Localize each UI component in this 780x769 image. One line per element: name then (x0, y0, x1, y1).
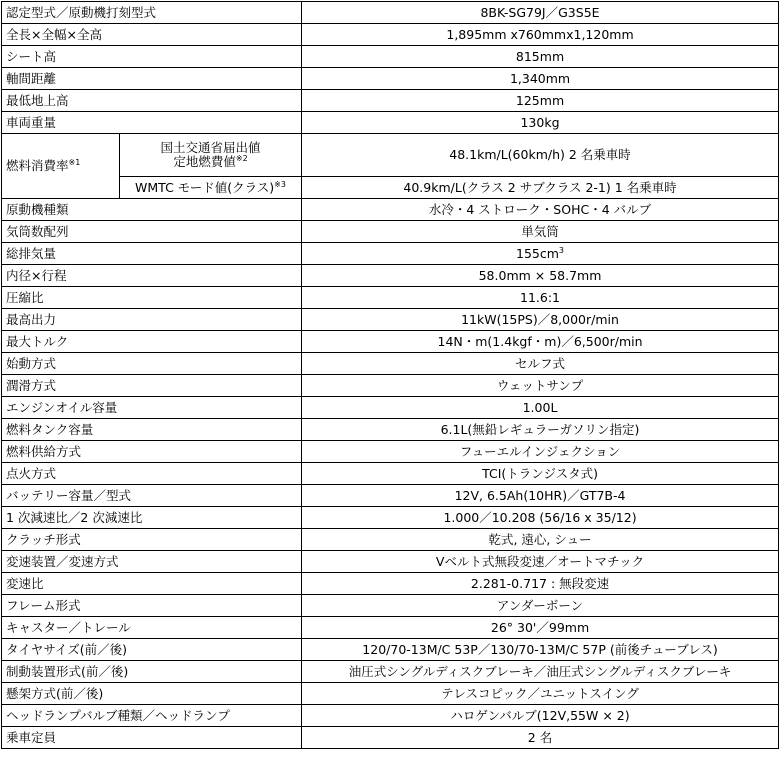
row-value: 2.281-0.717 : 無段変速 (302, 573, 779, 595)
table-row (2, 243, 779, 265)
row-label: 軸間距離 (2, 68, 302, 90)
table-row (2, 24, 779, 46)
table-row (2, 639, 779, 661)
row-value: 8BK-SG79J／G3S5E (302, 2, 779, 24)
table-row (2, 551, 779, 573)
row-label: 圧縮比 (2, 287, 302, 309)
row-label: タイヤサイズ(前／後) (2, 639, 302, 661)
row-label: 車両重量 (2, 112, 302, 134)
row-value: $155cm^3$ (302, 243, 779, 265)
row-label: 総排気量 (2, 243, 302, 265)
row-label: 始動方式 (2, 353, 302, 375)
row-label: バッテリー容量／型式 (2, 485, 302, 507)
row-label: 変速比 (2, 573, 302, 595)
table-row (2, 485, 779, 507)
row-value: 130kg (302, 112, 779, 134)
row-label: 内径×行程 (2, 265, 302, 287)
table-row (2, 595, 779, 617)
row-value: TCI(トランジスタ式) (302, 463, 779, 485)
table-row (2, 2, 779, 24)
row-value: アンダーボーン (302, 595, 779, 617)
row-label: 原動機種類 (2, 199, 302, 221)
row-label: シート高 (2, 46, 302, 68)
row-label: 認定型式／原動機打刻型式 (2, 2, 302, 24)
row-value: 11.6:1 (302, 287, 779, 309)
table-row (2, 309, 779, 331)
row-label: 燃料消費率$^{※1}$ (2, 134, 120, 199)
table-row (2, 705, 779, 727)
row-label: 燃料供給方式 (2, 441, 302, 463)
table-row (2, 397, 779, 419)
table-row (2, 221, 779, 243)
row-value: 1,340mm (302, 68, 779, 90)
row-label: 点火方式 (2, 463, 302, 485)
row-value: 1,895mm x760mmx1,120mm (302, 24, 779, 46)
table-row (2, 661, 779, 683)
row-value: 40.9km/L(クラス 2 サブクラス 2-1) 1 名乗車時 (302, 177, 779, 199)
fuel-consumption-group (2, 134, 779, 199)
table-row (2, 727, 779, 749)
row-value: 26° 30'／99mm (302, 617, 779, 639)
row-value: 48.1km/L(60km/h) 2 名乗車時 (302, 134, 779, 177)
row-label: フレーム形式 (2, 595, 302, 617)
row-value: フューエルインジェクション (302, 441, 779, 463)
table-row (2, 441, 779, 463)
row-label: クラッチ形式 (2, 529, 302, 551)
row-value: 11kW(15PS)／8,000r/min (302, 309, 779, 331)
row-label: 変速装置／変速方式 (2, 551, 302, 573)
table-row (2, 353, 779, 375)
table-row (2, 134, 779, 177)
table-row (2, 199, 779, 221)
row-value: 815mm (302, 46, 779, 68)
table-row (2, 683, 779, 705)
spec-table (1, 1, 779, 749)
row-label: ヘッドランプバルブ種類／ヘッドランプ (2, 705, 302, 727)
row-value: 58.0mm × 58.7mm (302, 265, 779, 287)
row-label: 全長×全幅×全高 (2, 24, 302, 46)
row-value: 14N・m(1.4kgf・m)／6,500r/min (302, 331, 779, 353)
table-row (2, 331, 779, 353)
row-value: 油圧式シングルディスクブレーキ／油圧式シングルディスクブレーキ (302, 661, 779, 683)
row-label: 気筒数配列 (2, 221, 302, 243)
sub-label: 国土交通省届出値 定地燃費値$^{※2}$ (120, 134, 302, 177)
table-row (2, 529, 779, 551)
row-label: 乗車定員 (2, 727, 302, 749)
row-value: 125mm (302, 90, 779, 112)
row-label: 潤滑方式 (2, 375, 302, 397)
row-value: 1.00L (302, 397, 779, 419)
row-value: 12V, 6.5Ah(10HR)／GT7B-4 (302, 485, 779, 507)
table-row (2, 507, 779, 529)
row-label: 懸架方式(前／後) (2, 683, 302, 705)
row-value: 2 名 (302, 727, 779, 749)
table-row (2, 90, 779, 112)
row-value: 120/70-13M/C 53P／130/70-13M/C 57P (前後チューブレス) (302, 639, 779, 661)
row-label: 最低地上高 (2, 90, 302, 112)
row-value: テレスコピック／ユニットスイング (302, 683, 779, 705)
row-label: 燃料タンク容量 (2, 419, 302, 441)
row-value: ウェットサンプ (302, 375, 779, 397)
row-value: 1.000／10.208 (56/16 x 35/12) (302, 507, 779, 529)
table-row (2, 46, 779, 68)
row-value: 乾式, 遠心, シュー (302, 529, 779, 551)
row-value: Vベルト式無段変速／オートマチック (302, 551, 779, 573)
row-label: 最大トルク (2, 331, 302, 353)
table-row (2, 112, 779, 134)
table-row (2, 287, 779, 309)
table-row (2, 68, 779, 90)
row-value: ハロゲンバルブ(12V,55W × 2) (302, 705, 779, 727)
table-row (2, 375, 779, 397)
table-row (2, 573, 779, 595)
row-value: セルフ式 (302, 353, 779, 375)
row-label: 1 次減速比／2 次減速比 (2, 507, 302, 529)
row-label: エンジンオイル容量 (2, 397, 302, 419)
sub-label: WMTC モード値(クラス)$^{※3}$ (120, 177, 302, 199)
row-value: 6.1L(無鉛レギュラーガソリン指定) (302, 419, 779, 441)
table-row (2, 419, 779, 441)
row-value: 単気筒 (302, 221, 779, 243)
row-value: 水冷・4 ストローク・SOHC・4 バルブ (302, 199, 779, 221)
row-label: 最高出力 (2, 309, 302, 331)
row-label: キャスター／トレール (2, 617, 302, 639)
row-label: 制動装置形式(前／後) (2, 661, 302, 683)
table-row (2, 463, 779, 485)
table-row (2, 617, 779, 639)
table-row (2, 265, 779, 287)
